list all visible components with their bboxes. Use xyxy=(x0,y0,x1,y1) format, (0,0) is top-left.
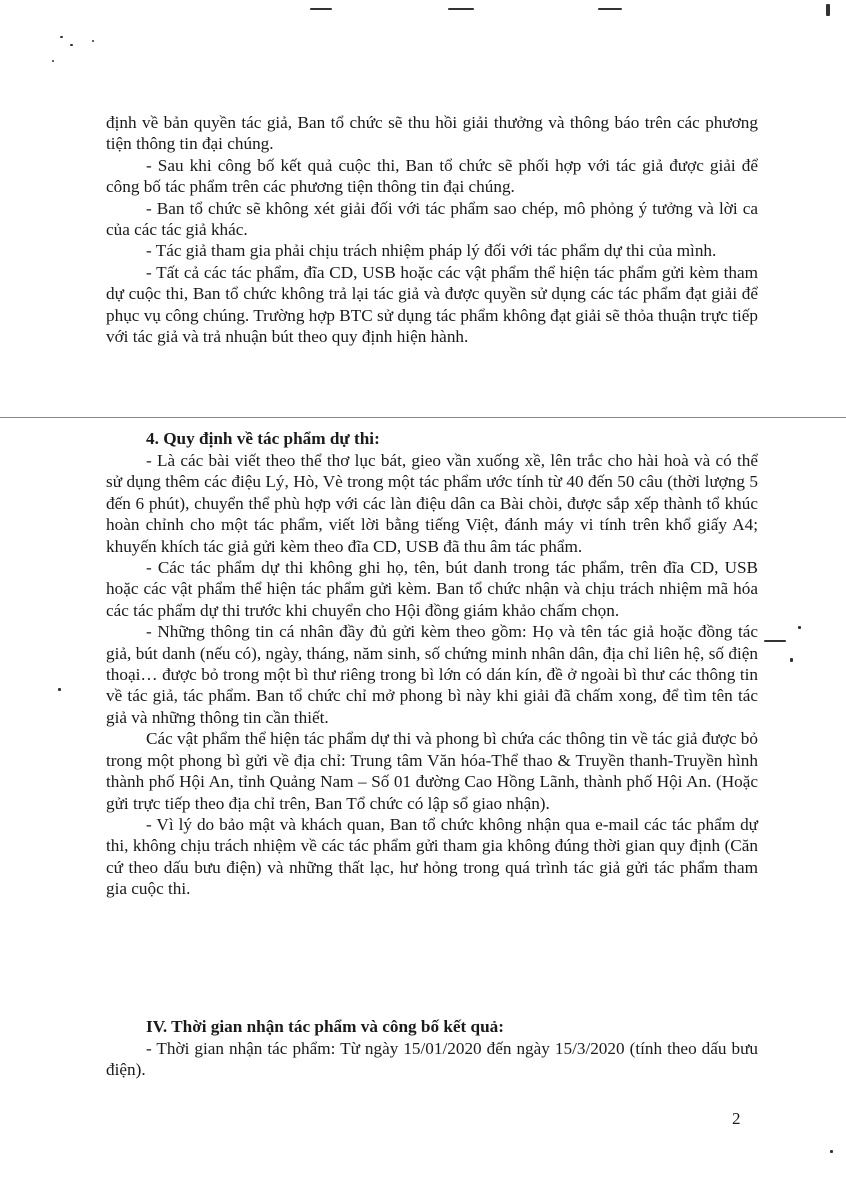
paragraph: định về bản quyền tác giả, Ban tổ chức sẽ thu hồi giải thưởng và thông báo trên các phương tiện thông tin đại chúng. xyxy=(106,113,758,154)
scan-mark xyxy=(52,60,54,62)
fold-line xyxy=(0,417,846,418)
scan-mark xyxy=(826,4,830,16)
paragraph: - Sau khi công bố kết quả cuộc thi, Ban tổ chức sẽ phối hợp với tác giả được giải để công bố tác phẩm trên các phương tiện thông tin đại chúng. xyxy=(106,155,758,197)
section-4-body xyxy=(106,450,758,900)
paragraph: - Thời gian nhận tác phẩm: Từ ngày 15/01/2020 đến ngày 15/3/2020 (tính theo dấu bưu điện). xyxy=(106,1039,758,1080)
paragraph: - Những thông tin cá nhân đầy đủ gửi kèm theo gồm: Họ và tên tác giả hoặc đồng tác giả, bút danh (nếu có), ngày, tháng, năm sinh, số chứng minh nhân dân, địa chỉ liên hệ, số điện thoại… được bỏ trong một bì thư riêng trong bì lớn có dán kín, đề ở ngoài bì thư các thông tin về tác giả, tác phẩm. Ban tổ chức chỉ mở phong bì này khi giải đã chấm xong, để tìm tên tác giả và những thông tin cần thiết. xyxy=(106,622,758,727)
scan-mark xyxy=(448,8,474,10)
paragraph: Các vật phẩm thể hiện tác phẩm dự thi và phong bì chứa các thông tin về tác giả được bỏ trong một phong bì gửi về địa chỉ: Trung tâm Văn hóa-Thể thao & Truyền thanh-Truyền hình thành phố Hội An, tỉnh Quảng Nam – Số 01 đường Cao Hồng Lãnh, thành phố Hội An. (Hoặc gửi trực tiếp theo địa chỉ trên, Ban Tổ chức có lập sổ giao nhận). xyxy=(106,729,758,813)
scan-mark xyxy=(92,40,94,42)
scan-mark xyxy=(310,8,332,10)
scan-mark xyxy=(598,8,622,10)
paragraph: - Là các bài viết theo thể thơ lục bát, gieo vần xuống xề, lên trắc cho hài hoà và có thể sử dụng thêm các điệu Lý, Hò, Vè trong một tác phẩm ước tính từ 40 đến 50 câu (thời lượng 5 đến 6 phút), chuyển thể phù hợp với các làn điệu dân ca Bài chòi, được sắp xếp thành tổ khúc hoàn chỉnh cho một tác phẩm, viết lời bằng tiếng Việt, đánh máy vi tính trên khổ giấy A4; khuyến khích tác giả gửi kèm theo đĩa CD, USB đã thu âm tác phẩm. xyxy=(106,451,758,556)
scan-mark xyxy=(70,44,73,46)
paragraph: - Tất cả các tác phẩm, đĩa CD, USB hoặc các vật phẩm thể hiện tác phẩm gửi kèm tham dự cuộc thi, Ban tổ chức không trả lại tác giả và được quyền sử dụng các tác phẩm đạt giải để phục vụ công chúng. Trường hợp BTC sử dụng tác phẩm không đạt giải sẽ thỏa thuận trực tiếp với tác giả và trả nhuận bút theo quy định hiện hành. xyxy=(106,262,758,347)
page-number: 2 xyxy=(732,1109,741,1128)
section-iv-heading: IV. Thời gian nhận tác phẩm và công bố kết quả: xyxy=(146,1017,504,1036)
continuation-section xyxy=(106,112,758,347)
scan-mark xyxy=(60,36,63,38)
scan-mark xyxy=(790,658,793,662)
scan-mark xyxy=(830,1150,833,1153)
paragraph: - Ban tổ chức sẽ không xét giải đối với tác phẩm sao chép, mô phỏng ý tưởng và lời ca của các tác giả khác. xyxy=(106,198,758,240)
scan-mark xyxy=(798,626,801,629)
scan-mark xyxy=(764,640,786,642)
section-iv-body xyxy=(106,1038,758,1081)
paragraph: - Vì lý do bảo mật và khách quan, Ban tổ chức không nhận qua e-mail các tác phẩm dự thi, không chịu trách nhiệm về các tác phẩm gửi tham gia không đúng thời gian quy định (Căn cứ theo dấu bưu điện) và những thất lạc, hư hỏng trong quá trình tác giả gửi tác phẩm tham gia cuộc thi. xyxy=(106,814,758,899)
section-4-heading: 4. Quy định về tác phẩm dự thi: xyxy=(146,429,380,448)
paragraph: - Các tác phẩm dự thi không ghi họ, tên, bút danh trong tác phẩm, trên đĩa CD, USB hoặc các vật phẩm thể hiện tác phẩm gửi kèm. Ban tổ chức nhận và chịu trách nhiệm mã hóa các tác phẩm dự thi trước khi chuyển cho Hội đồng giám khảo chấm chọn. xyxy=(106,558,758,620)
paragraph: - Tác giả tham gia phải chịu trách nhiệm pháp lý đối với tác phẩm dự thi của mình. xyxy=(146,241,717,261)
scan-mark xyxy=(58,688,61,691)
